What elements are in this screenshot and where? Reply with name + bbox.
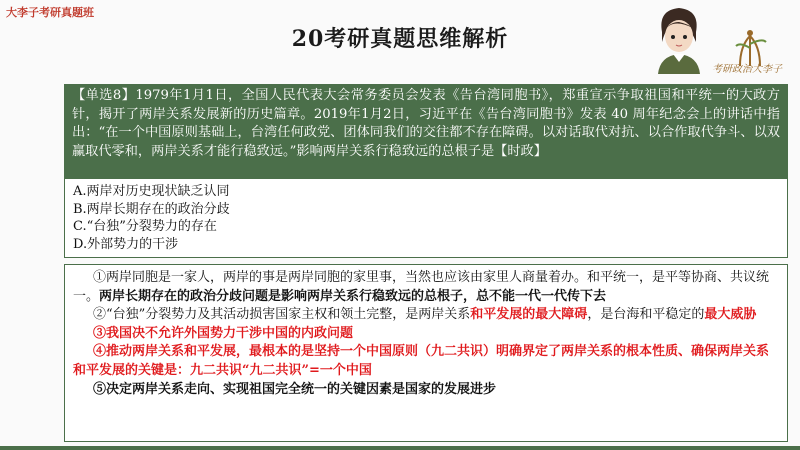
brand-caption: 考研政治大李子 xyxy=(712,64,782,75)
point-2-text-a: ②“台独”分裂势力及其活动损害国家主权和领土完整，是两岸关系 xyxy=(93,307,471,323)
avatar xyxy=(648,2,710,74)
question-box xyxy=(64,84,788,178)
explanation-point-3: ③我国决不允许外国势力干涉中国的内政问题 xyxy=(93,325,354,341)
bottom-bar xyxy=(0,446,800,450)
explanation-box xyxy=(64,264,788,442)
option-b: B.两岸长期存在的政治分歧 xyxy=(73,201,230,217)
point-2-highlight-b: 最大威胁 xyxy=(704,307,757,323)
explanation-point-5: ⑤决定两岸关系走向、实现祖国完全统一的关键因素是国家的发展进步 xyxy=(93,381,497,397)
point-1-key: 两岸长期存在的政治分歧问题是影响两岸关系行稳致远的总根子，总不能一代一代传下去 xyxy=(99,288,607,304)
point-2-highlight-a: 和平发展的最大障碍 xyxy=(470,307,588,323)
page-title: 20考研真题思维解析 xyxy=(291,26,509,52)
option-d: D.外部势力的干涉 xyxy=(73,236,179,252)
point-1-text: ①两岸同胞是一家人，两岸的事是两岸同胞的家里事，当然也应该由家里人商量着办。和平统一，是平等协商、共议统一。 xyxy=(73,270,770,304)
option-a: A.两岸对历史现状缺乏认同 xyxy=(73,184,230,199)
explanation-point-1 xyxy=(73,269,779,306)
explanation-point-2 xyxy=(73,306,779,325)
question-text: 【单选8】1979年1月1日，全国人民代表大会常务委员会发表《告台湾同胞书》，郑重宣示争取祖国和平统一的大政方针，揭开了两岸关系发展新的历史篇章。2019年1月2日，习近平在《告台湾同胞书》发表 40 周年纪念会上的讲话中指出：“在一个中国原则基础上，台湾任何政党、团体同我们的交往都不存在障碍。以对话取代对抗、以合作取代争斗、以双赢取代零和，两岸关系才能行稳致远。”影响两岸关系行稳致远的总根子是【时政】 xyxy=(72,88,780,159)
explanation-point-4: ④推动两岸关系和平发展，最根本的是坚持一个中国原则（九二共识）明确界定了两岸关系的根本性质、确保两岸关系和平发展的关键是：九二共识“九二共识”=一个中国 xyxy=(73,344,770,378)
options-box xyxy=(64,178,788,258)
option-c: C.“台独”分裂势力的存在 xyxy=(73,219,217,234)
point-2-text-b: ，是台海和平稳定的 xyxy=(587,307,705,323)
course-label: 大李子考研真题班 xyxy=(6,6,94,19)
